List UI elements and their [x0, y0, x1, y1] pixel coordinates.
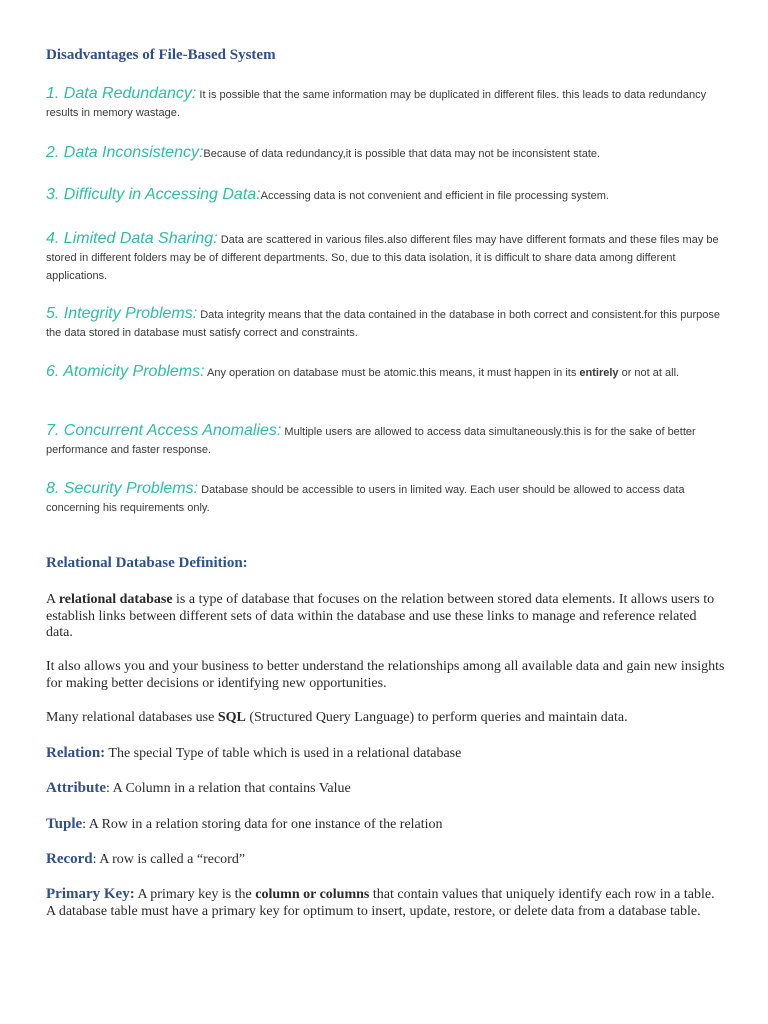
para-text: Many relational databases use [46, 710, 218, 725]
term-label: Primary Key: [46, 886, 135, 902]
item-text: It is possible that the same information may be duplicated in different files. this leads to data redundancy results in memory wastage. [46, 89, 707, 119]
item-title: 6. Atomicity Problems: [46, 363, 205, 380]
para-text: A [46, 592, 59, 607]
item-title: 5. Integrity Problems: [46, 305, 198, 322]
item-text: Database should be accessible to users in limited way. Each user should be allowed to access data concerning his requirements only. [46, 484, 685, 514]
item-title: 2. Data Inconsistency: [46, 144, 204, 161]
item-title: 7. Concurrent Access Anomalies: [46, 422, 282, 439]
item-limited-sharing [46, 230, 722, 285]
term-text: A primary key is the [134, 887, 256, 902]
item-text: Data integrity means that the data contained in the database in both correct and consistent.for this purpose the data stored in database must satisfy correct and constraints. [46, 309, 720, 339]
term-label: Record [46, 851, 93, 867]
item-title: 1. Data Redundancy: [46, 85, 197, 102]
definition-relation [46, 745, 726, 763]
item-data-redundancy [46, 85, 722, 122]
heading-relational-definition: Relational Database Definition: [46, 555, 248, 571]
para-relationships: It also allows you and your business to better understand the relationships among all available data and gain new insights for making better decisions or identifying new opportunities. [46, 659, 725, 691]
item-bold-word: entirely [579, 367, 619, 379]
item-title: 8. Security Problems: [46, 480, 199, 497]
term-text: : A Row in a relation storing data for one instance of the relation [82, 817, 443, 832]
term-text: The special Type of table which is used in a relational database [105, 746, 462, 761]
item-security-problems [46, 480, 722, 517]
item-data-inconsistency [46, 144, 722, 163]
definition-tuple [46, 816, 726, 834]
item-difficulty-accessing [46, 186, 722, 205]
item-title: 3. Difficulty in Accessing Data: [46, 186, 261, 203]
para-relational-database [46, 592, 726, 642]
item-text-end: or not at all. [618, 367, 680, 379]
para-text: is a type of database that focuses on the relation between stored data elements. It allows users to establish links between different sets of data within the database and use these links to manage and reference related data. [46, 592, 715, 640]
item-integrity-problems [46, 305, 722, 342]
item-atomicity-problems [46, 363, 722, 382]
term-text: : A row is called a “record” [92, 852, 246, 867]
item-concurrent-access [46, 422, 722, 459]
term-label: Relation: [46, 745, 106, 761]
term-text: : A Column in a relation that contains Value [106, 781, 351, 796]
item-text: Because of data redundancy,it is possible that data may not be inconsistent state. [203, 148, 601, 160]
term-text: that contain values that uniquely identify each row in a table. A database table must have a primary key for optimum to insert, update, restore, or delete data from a database table. [46, 887, 715, 919]
para-text: (Structured Query Language) to perform queries and maintain data. [245, 710, 628, 725]
para-sql [46, 710, 726, 727]
heading-file-based-disadvantages: Disadvantages of File-Based System [46, 47, 276, 63]
definition-attribute [46, 780, 726, 798]
item-text: Multiple users are allowed to access data simultaneously.this is for the sake of better performance and faster response. [46, 426, 696, 456]
term-label: Tuple [46, 816, 83, 832]
item-text: Any operation on database must be atomic.this means, it must happen in its [204, 367, 580, 379]
para-bold: relational database [58, 592, 173, 607]
definition-primary-key [46, 886, 726, 920]
term-bold: column or columns [255, 887, 370, 902]
item-text: Accessing data is not convenient and efficient in file processing system. [260, 190, 609, 202]
para-bold: SQL [217, 710, 246, 725]
item-title: 4. Limited Data Sharing: [46, 230, 218, 247]
definition-record [46, 851, 726, 869]
item-text: Data are scattered in various files.also different files may have different formats and these files may be stored in different folders may be of different departments. So, due to this data isolation, it is difficult to share data among different applications. [46, 234, 719, 282]
term-label: Attribute [46, 780, 106, 796]
